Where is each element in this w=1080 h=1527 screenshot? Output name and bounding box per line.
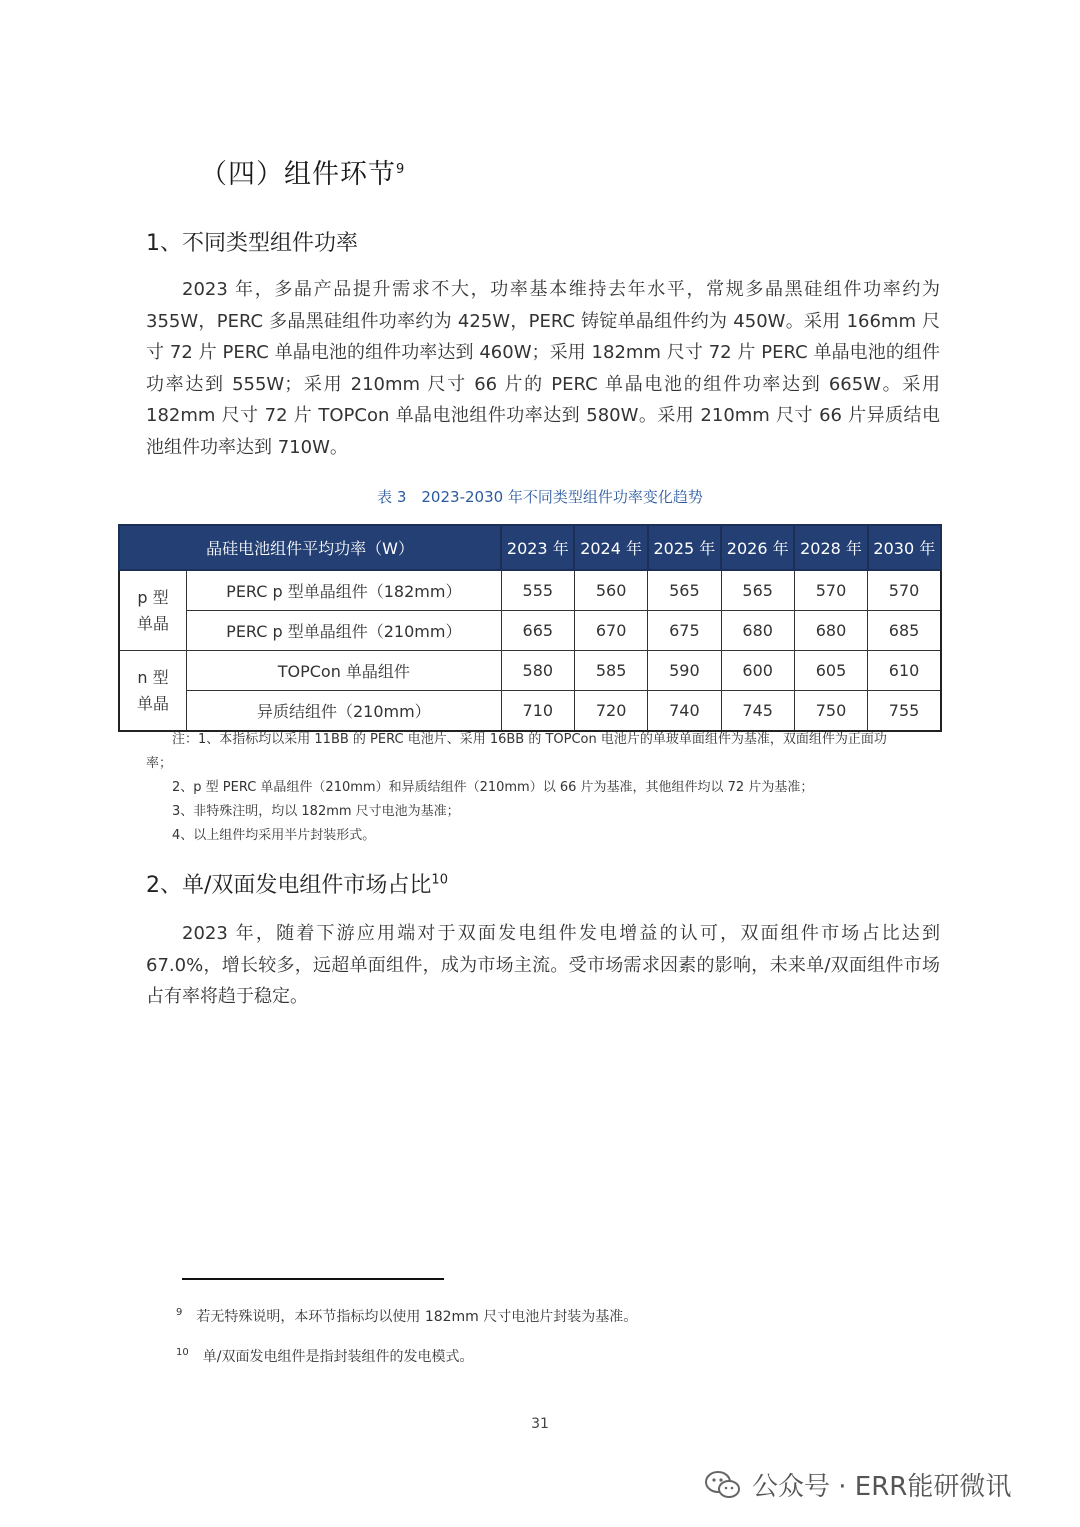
table-cell: 755 [868, 691, 941, 732]
footnote-ref-10[interactable]: 10 [431, 872, 448, 888]
watermark-text: 公众号 · ERR能研微讯 [752, 1472, 1012, 1502]
table-row [119, 570, 941, 611]
table-cell: 750 [794, 691, 867, 732]
row-name: 异质结组件（210mm） [187, 691, 502, 732]
table-cell: 570 [868, 570, 941, 611]
group-label-p-type: p 型 单晶 [119, 570, 187, 651]
wechat-icon [704, 1470, 742, 1500]
table-row [119, 611, 941, 651]
table-cell: 745 [721, 691, 794, 732]
table-cell: 585 [574, 651, 647, 691]
note-line: 4、以上组件均采用半片封装形式。 [172, 828, 376, 843]
footnote-ref-9[interactable]: 9 [396, 162, 406, 177]
table-cell: 565 [648, 570, 721, 611]
footnote-9: $^9$ 若无特殊说明，本环节指标均以使用 182mm 尺寸电池片封装为基准。 [176, 1307, 638, 1325]
table-cell: 605 [794, 651, 867, 691]
header-cell: 2023 年 [501, 525, 574, 570]
table-cell: 665 [501, 611, 574, 651]
power-table [118, 524, 942, 732]
table-cell: 720 [574, 691, 647, 732]
table-row [119, 691, 941, 732]
table-cell: 555 [501, 570, 574, 611]
table-cell: 680 [794, 611, 867, 651]
table-cell: 670 [574, 611, 647, 651]
watermark [704, 1466, 1011, 1503]
table-cell: 710 [501, 691, 574, 732]
header-cell: 2030 年 [868, 525, 941, 570]
footnote-10: $^{10}$ 单/双面发电组件是指封装组件的发电模式。 [176, 1347, 474, 1365]
table-cell: 740 [648, 691, 721, 732]
header-cell: 2024 年 [574, 525, 647, 570]
table-cell: 680 [721, 611, 794, 651]
note-line: 注：1、本指标均以采用 11BB 的 PERC 电池片、采用 16BB 的 TOPCon 电池片的单玻单面组件为基准，双面组件为正面功 [172, 732, 887, 747]
subsection-title-2: 2、单/双面发电组件市场占比$^{10}$ [146, 872, 448, 898]
paragraph-2: 2023 年，随着下游应用端对于双面发电组件发电增益的认可，双面组件市场占比达到 67.0%，增长较多，远超单面组件，成为市场主流。受市场需求因素的影响，未来单/双面组件市场占有率将趋于稳定。 [146, 923, 940, 1007]
row-name: TOPCon 单晶组件 [187, 651, 502, 691]
note-line: 率； [146, 756, 173, 771]
table-caption: 表 3 2023-2030 年不同类型组件功率变化趋势 [377, 488, 703, 506]
table-cell: 560 [574, 570, 647, 611]
table-cell: 580 [501, 651, 574, 691]
note-line: 3、非特殊注明，均以 182mm 尺寸电池为基准； [172, 804, 460, 819]
table-notes [146, 728, 940, 848]
footnote-divider [182, 1278, 444, 1280]
table-row [119, 651, 941, 691]
table-cell: 675 [648, 611, 721, 651]
header-cell: 2028 年 [794, 525, 867, 570]
note-line: 2、p 型 PERC 单晶组件（210mm）和异质结组件（210mm）以 66 片为基准，其他组件均以 72 片为基准； [172, 780, 814, 795]
table-header-row [119, 525, 941, 570]
row-name: PERC p 型单晶组件（210mm） [187, 611, 502, 651]
page-number: 31 [531, 1416, 549, 1432]
table-cell: 600 [721, 651, 794, 691]
paragraph-1: 2023 年，多晶产品提升需求不大，功率基本维持去年水平，常规多晶黑硅组件功率约为 355W，PERC 多晶黑硅组件功率约为 425W，PERC 铸锭单晶组件约为 450W。采用 166mm 尺寸 72 片 PERC 单晶电池的组件功率达到 460W；采用 182mm 尺寸 72 片 PERC 单晶电池的组件功率达到 555W；采用 210mm 尺寸 66 片的 PERC 单晶电池的组件功率达到 665W。采用 182mm 尺寸 72 片 TOPCon 单晶电池组件功率达到 580W。采用 210mm 尺寸 66 片异质结电池组件功率达到 710W。 [146, 279, 940, 458]
table-cell: 570 [794, 570, 867, 611]
subsection-title-1: 1、不同类型组件功率 [146, 231, 358, 256]
header-cell: 晶硅电池组件平均功率（W） [119, 525, 501, 570]
row-name: PERC p 型单晶组件（182mm） [187, 570, 502, 611]
group-label-n-type: n 型 单晶 [119, 651, 187, 732]
table-cell: 610 [868, 651, 941, 691]
table-cell: 565 [721, 570, 794, 611]
header-cell: 2025 年 [648, 525, 721, 570]
table-cell: 685 [868, 611, 941, 651]
section-title: （四）组件环节$^9$ [200, 159, 406, 190]
header-cell: 2026 年 [721, 525, 794, 570]
table-cell: 590 [648, 651, 721, 691]
